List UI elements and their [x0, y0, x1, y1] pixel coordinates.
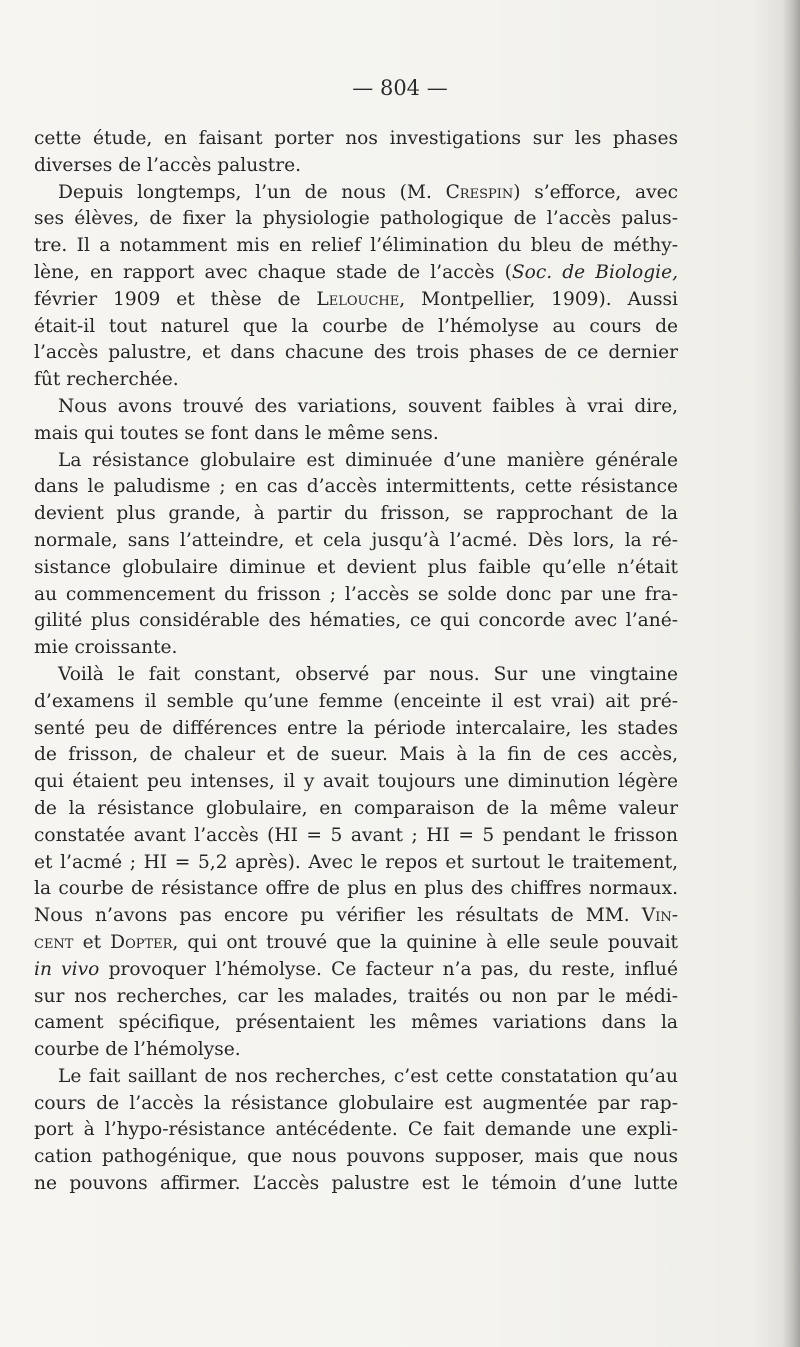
text-line [34, 1171, 678, 1198]
text-segment: port à l’hypo-résistance antécédente. Ce fait demande une expli- [34, 1119, 678, 1141]
small-caps-name: Lelouche [316, 288, 400, 310]
text-line [34, 662, 678, 689]
text-line [34, 340, 678, 367]
text-segment: Nous n’avons pas encore pu vérifier les résultats de MM. [34, 905, 642, 927]
small-caps-name: cent [34, 931, 74, 953]
text-line [34, 233, 678, 260]
page-edge-shadow [782, 0, 800, 1347]
text-segment: mais qui toutes se font dans le même sens. [34, 422, 439, 444]
text-line [34, 501, 678, 528]
text-line [34, 528, 678, 555]
text-segment: Voilà le fait constant, observé par nous. Sur une vingtaine [58, 663, 678, 685]
italic-text: in vivo [34, 958, 100, 980]
page-number: — 804 — [352, 76, 448, 100]
text-line [34, 769, 678, 796]
text-line [34, 1010, 678, 1037]
text-segment: normale, sans l’atteindre, et cela jusqu’à l’acmé. Dès lors, la ré- [34, 529, 678, 551]
small-caps-name: Vin- [641, 905, 678, 927]
text-segment: Le fait saillant de nos recherches, c’est cette constatation qu’au [58, 1065, 678, 1087]
text-segment: de la résistance globulaire, en comparaison de la même valeur [34, 797, 678, 819]
text-segment: La résistance globulaire est diminuée d’une manière générale [58, 449, 678, 471]
text-segment: l’accès palustre, et dans chacune des trois phases de ce dernier [34, 342, 678, 364]
text-segment: était-il tout naturel que la courbe de l’hémolyse au cours de [34, 315, 678, 337]
text-line [34, 608, 678, 635]
text-line [34, 796, 678, 823]
text-line [34, 1117, 678, 1144]
text-segment: cament spécifique, présentaient les mêmes variations dans la [34, 1012, 678, 1034]
text-segment: ses élèves, de fixer la physiologie pathologique de l’accès palus- [34, 208, 678, 230]
text-segment: sistance globulaire diminue et devient plus faible qu’elle n’était [34, 556, 678, 578]
text-segment: courbe de l’hémolyse. [34, 1039, 241, 1061]
text-segment: cours de l’accès la résistance globulaire est augmentée par rap- [34, 1092, 678, 1114]
text-line [34, 180, 678, 207]
text-segment: la courbe de résistance offre de plus en plus des chiffres normaux. [34, 878, 678, 900]
text-line [34, 126, 678, 153]
text-segment: fût recherchée. [34, 369, 179, 391]
text-line [34, 153, 678, 180]
text-line [34, 421, 678, 448]
text-line [34, 957, 678, 984]
text-line [34, 1064, 678, 1091]
text-segment: dans le paludisme ; en cas d’accès intermittents, cette résistance [34, 476, 678, 498]
text-line [34, 314, 678, 341]
text-segment: au commencement du frisson ; l’accès se solde donc par une fra- [34, 583, 678, 605]
text-segment: qui étaient peu intenses, il y avait toujours une diminution légère [34, 771, 678, 793]
text-segment: senté peu de différences entre la période intercalaire, les stades [34, 717, 678, 739]
text-line [34, 1144, 678, 1171]
text-line [34, 260, 678, 287]
text-line [34, 903, 678, 930]
text-line [34, 716, 678, 743]
text-line [34, 823, 678, 850]
text-segment: devient plus grande, à partir du frisson, se rapprochant de la [34, 503, 678, 525]
text-segment: mie croissante. [34, 637, 178, 659]
text-segment: de frisson, de chaleur et de sueur. Mais à la fin de ces accès, [34, 744, 678, 766]
body-text [34, 126, 678, 1198]
text-segment: , Montpellier, 1909). Aussi [399, 288, 679, 310]
text-line [34, 850, 678, 877]
text-segment: Nous avons trouvé des variations, souvent faibles à vrai dire, [58, 395, 678, 417]
text-line [34, 742, 678, 769]
text-line [34, 582, 678, 609]
text-line [34, 394, 678, 421]
text-segment: cation pathogénique, que nous pouvons supposer, mais que nous [34, 1146, 678, 1168]
text-segment: cette étude, en faisant porter nos investigations sur les phases [34, 128, 678, 149]
text-line [34, 448, 678, 475]
text-segment: et l’acmé ; HI = 5,2 après). Avec le repos et surtout le traitement, [34, 851, 678, 873]
text-line [34, 367, 678, 394]
text-segment: sur nos recherches, car les malades, traités ou non par le médi- [34, 985, 678, 1007]
text-line [34, 984, 678, 1011]
text-segment: provoquer l’hémolyse. Ce facteur n’a pas, du reste, influé [99, 958, 678, 980]
text-segment: Depuis longtemps, l’un de nous (M. [58, 181, 446, 203]
text-segment: d’examens il semble qu’une femme (enceinte il est vrai) ait pré- [34, 690, 678, 712]
text-segment: gilité plus considérable des hématies, ce qui concorde avec l’ané- [34, 610, 678, 632]
text-segment: tre. Il a notamment mis en relief l’élimination du bleu de méthy- [34, 235, 678, 257]
text-segment: lène, en rapport avec chaque stade de l’accès ( [34, 261, 512, 283]
text-line [34, 555, 678, 582]
text-segment: constatée avant l’accès (HI = 5 avant ; HI = 5 pendant le frisson [34, 824, 678, 846]
text-line [34, 1037, 678, 1064]
text-line [34, 287, 678, 314]
text-line [34, 689, 678, 716]
text-line [34, 474, 678, 501]
text-line [34, 206, 678, 233]
text-segment: diverses de l’accès palustre. [34, 154, 302, 176]
small-caps-name: Dopter [110, 931, 173, 953]
text-segment: février 1909 et thèse de [34, 288, 317, 310]
text-line [34, 635, 678, 662]
text-segment: ) s’efforce, avec [513, 181, 678, 203]
text-line [34, 876, 678, 903]
text-line [34, 1091, 678, 1118]
italic-text: Soc. de Biologie, [511, 261, 679, 283]
small-caps-name: Crespin [445, 181, 514, 203]
text-segment: et [73, 931, 111, 953]
text-line [34, 930, 678, 957]
text-segment: , qui ont trouvé que la quinine à elle seule pouvait [172, 931, 678, 953]
text-segment: ne pouvons affirmer. L’accès palustre est le témoin d’une lutte [34, 1173, 678, 1195]
